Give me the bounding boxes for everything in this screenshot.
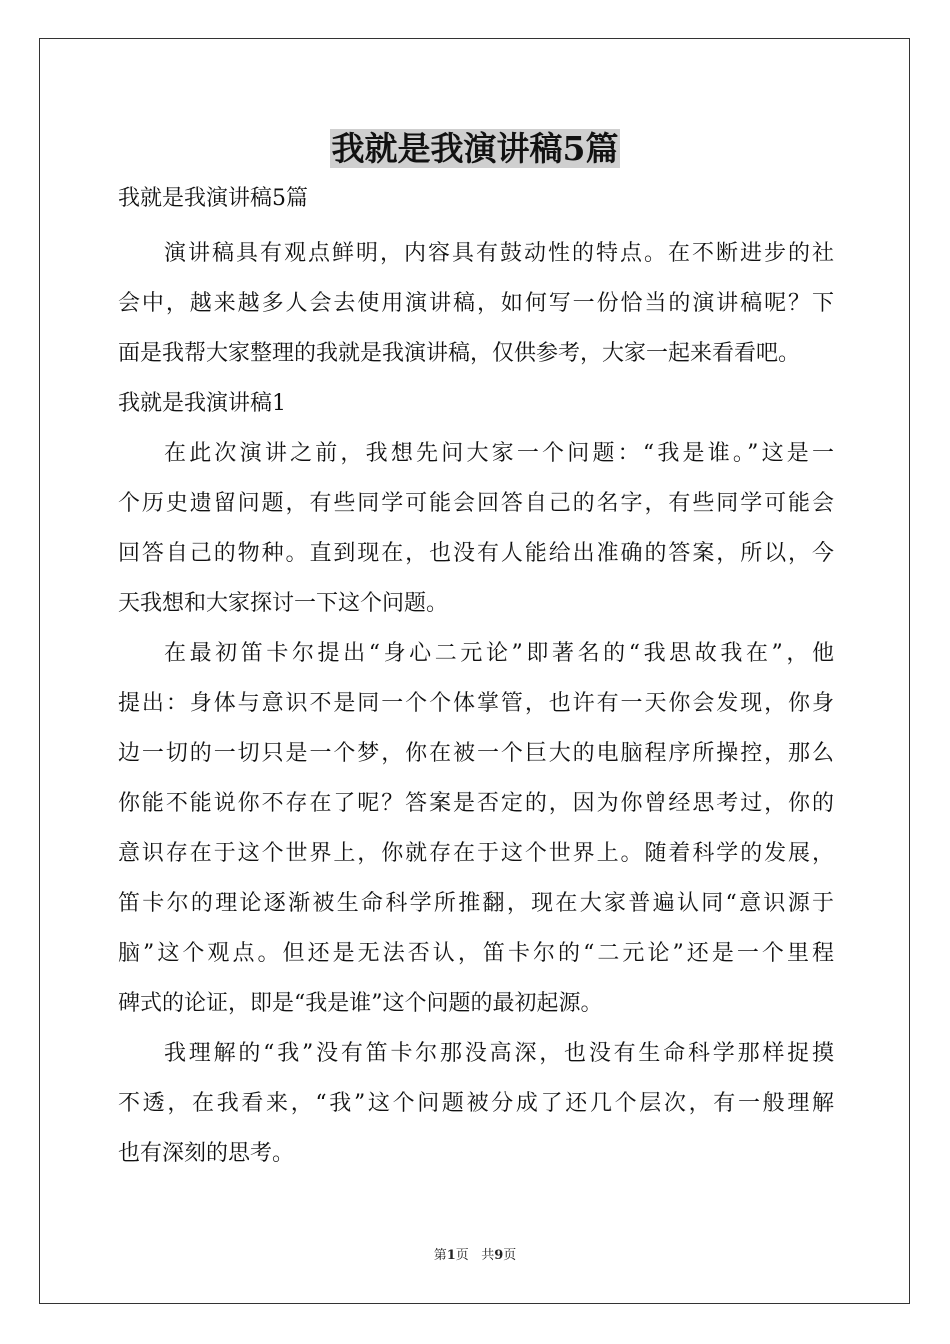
paragraph-line: 天我想和大家探讨一下这个问题。 [118,591,449,616]
paragraph-line: 我理解的“我”没有笛卡尔那没高深，也没有生命科学那样捉摸 [164,1041,834,1066]
section-heading-text: 我就是我演讲稿1 [118,391,286,416]
document-subtitle: 我就是我演讲稿5篇 [118,186,308,211]
paragraph-line: 在最初笛卡尔提出“身心二元论”即著名的“我思故我在”，他 [164,641,834,666]
paragraph-line: 演讲稿具有观点鲜明，内容具有鼓动性的特点。在不断进步的社 [164,241,834,266]
footer-total-prefix: 共 [481,1248,495,1263]
paragraph-line: 边一切的一切只是一个梦，你在被一个巨大的电脑程序所操控，那么 [118,741,834,766]
paragraph-list [118,229,834,1179]
paragraph-line: 不透，在我看来，“我”这个问题被分成了还几个层次，有一般理解 [118,1091,834,1116]
paragraph-line: 笛卡尔的理论逐渐被生命科学所推翻，现在大家普遍认同“意识源于 [118,891,834,916]
paragraph-line: 脑”这个观点。但还是无法否认，笛卡尔的“二元论”还是一个里程 [118,941,834,966]
paragraph-line: 也有深刻的思考。 [118,1141,295,1166]
footer-page-number: 1 [446,1248,456,1263]
paragraph-line: 提出：身体与意识不是同一个个体掌管，也许有一天你会发现，你身 [118,691,834,716]
document-title-text: 我就是我演讲稿5篇 [331,129,619,168]
paragraph-line: 个历史遗留问题，有些同学可能会回答自己的名字，有些同学可能会 [118,491,834,516]
paragraph-line: 你能不能说你不存在了呢？答案是否定的，因为你曾经思考过，你的 [118,791,834,816]
page-footer [0,1247,950,1265]
paragraph [118,1029,834,1179]
paragraph-line: 在此次演讲之前，我想先问大家一个问题：“我是谁。”这是一 [164,441,834,466]
document-title [0,128,950,170]
paragraph [118,229,834,379]
footer-page-prefix: 第 [433,1248,447,1263]
paragraph-line: 回答自己的物种。直到现在，也没有人能给出准确的答案，所以，今 [118,541,834,566]
footer-total-pages: 9 [494,1248,504,1263]
paragraph-line: 意识存在于这个世界上，你就存在于这个世界上。随着科学的发展， [118,841,834,866]
section-heading [118,379,834,429]
footer-total-suffix: 页 [503,1248,517,1263]
paragraph-line: 碑式的论证，即是“我是谁”这个问题的最初起源。 [118,991,603,1016]
paragraph [118,429,834,629]
paragraph [118,629,834,1029]
paragraph-line: 面是我帮大家整理的我就是我演讲稿，仅供参考，大家一起来看看吧。 [118,341,801,366]
paragraph-line: 会中，越来越多人会去使用演讲稿，如何写一份恰当的演讲稿呢？下 [118,291,834,316]
footer-page-suffix: 页 [455,1248,469,1263]
document-body [118,182,834,1179]
